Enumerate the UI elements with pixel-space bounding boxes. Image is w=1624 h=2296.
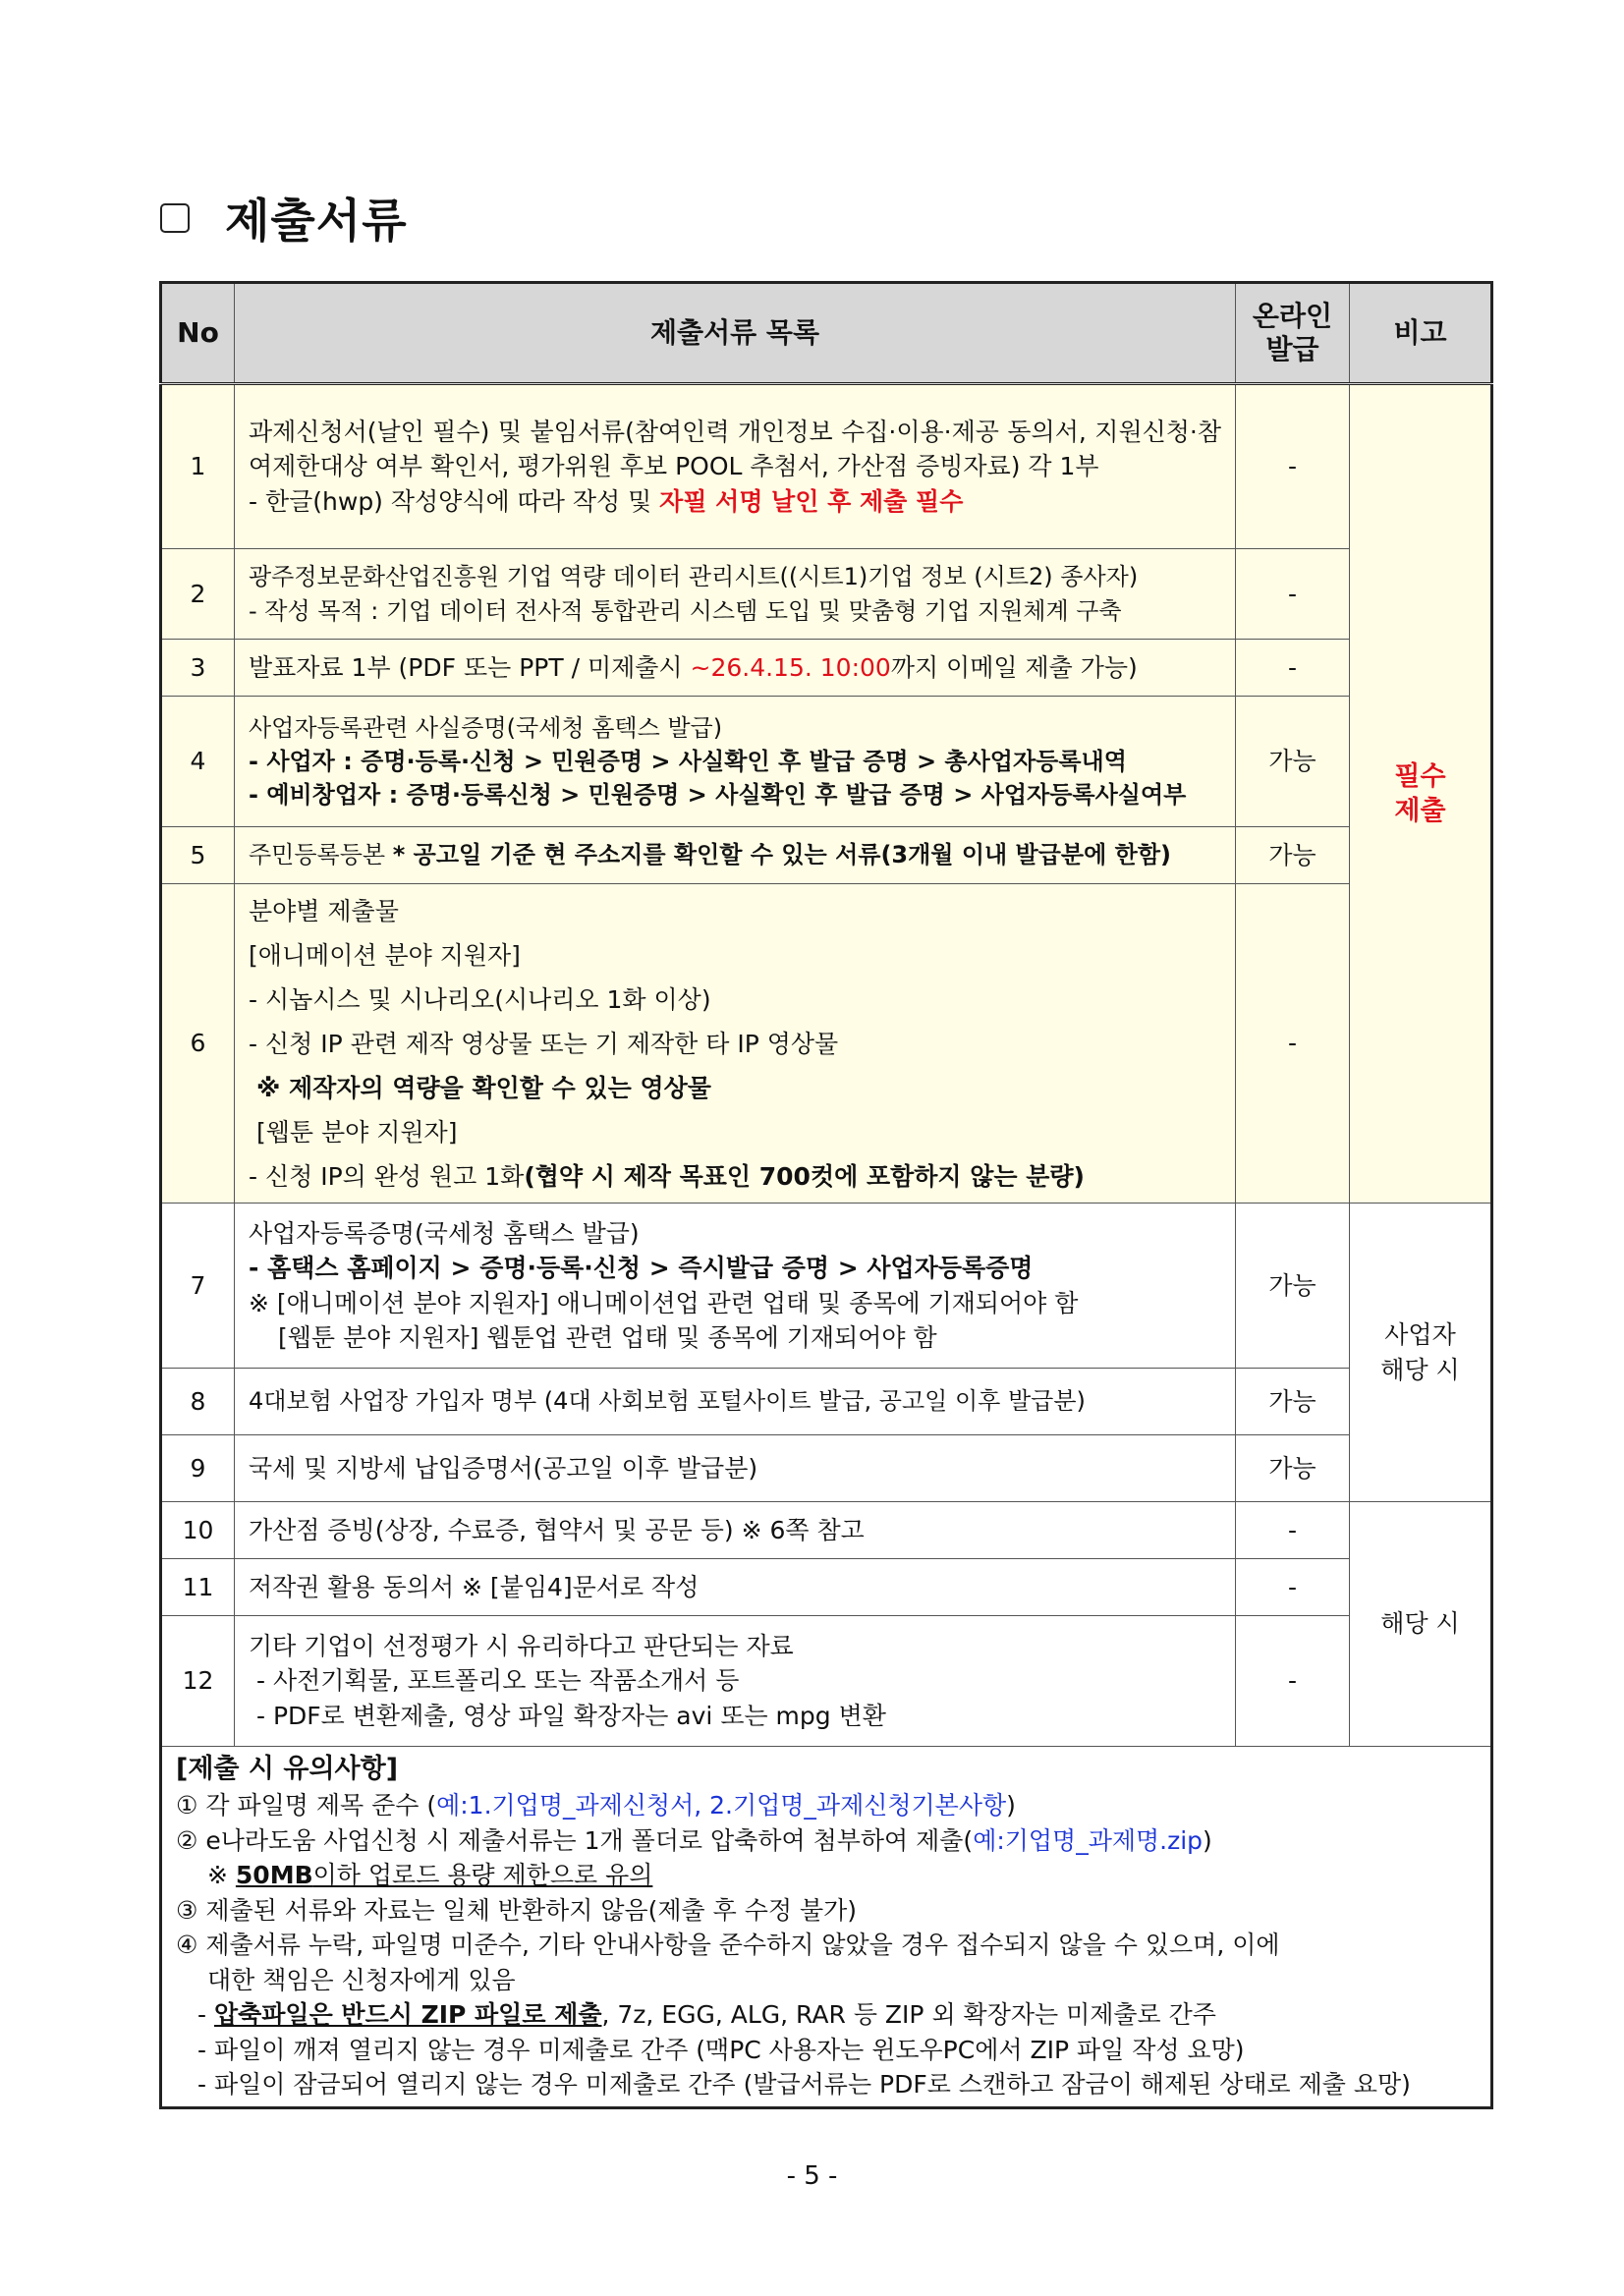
row-line <box>249 1154 1221 1199</box>
row-online: - <box>1236 549 1350 640</box>
header-online: 온라인 발급 <box>1236 283 1350 384</box>
row-content <box>235 640 1236 697</box>
page-number: - 5 - <box>786 2161 838 2191</box>
row-line: [웹툰 분야 지원자] 웹툰업 관련 업태 및 종목에 기재되어야 함 <box>278 1323 937 1352</box>
row-no: 8 <box>161 1369 235 1435</box>
row-text: - 한글(hwp) 작성양식에 따라 작성 및 <box>249 486 660 516</box>
row-line: - 시놉시스 및 시나리오(시나리오 1화 이상) <box>249 984 711 1014</box>
row-line: 기타 기업이 선정평가 시 유리하다고 판단되는 자료 <box>249 1631 794 1660</box>
table-row <box>161 1502 1492 1559</box>
row-line: [웹툰 분야 지원자] <box>256 1117 458 1147</box>
row-content <box>235 827 1236 884</box>
row-no: 6 <box>161 884 235 1204</box>
precaution-dash <box>176 1997 1477 2033</box>
table-row <box>161 1435 1492 1502</box>
filename-example: 예:기업명_과제명.zip <box>973 1825 1204 1855</box>
row-content: 저작권 활용 동의서 ※ [붙임4]문서로 작성 <box>235 1559 1236 1616</box>
row-line: - 홈택스 홈페이지 > 증명·등록·신청 > 즉시발급 증명 > 사업자등록증명 <box>249 1254 1034 1282</box>
section-title: 제출서류 <box>225 195 408 249</box>
row-no: 1 <box>161 384 235 549</box>
row-line: 광주정보문화산업진흥원 기업 역량 데이터 관리시트((시트1)기업 정보 (시트2) 종사자) <box>249 563 1139 591</box>
row-line: - PDF로 변환제출, 영상 파일 확장자는 avi 또는 mpg 변환 <box>256 1701 886 1730</box>
row-online: 가능 <box>1236 1369 1350 1435</box>
row-content <box>235 1204 1236 1369</box>
zip-requirement: 압축파일은 반드시 ZIP 파일로 제출 <box>213 2000 602 2030</box>
row-line: 사업자등록증명(국세청 홈택스 발급) <box>249 1218 640 1248</box>
precaution-text: 이하 업로드 용량 제한으로 유의 <box>312 1861 653 1890</box>
row-online: - <box>1236 384 1350 549</box>
checkbox-icon <box>160 203 190 233</box>
note-applicable: 해당 시 <box>1350 1502 1492 1747</box>
table-row <box>161 1204 1492 1369</box>
precaution-text: ) <box>1006 1791 1016 1820</box>
documents-table <box>159 281 1493 2109</box>
row-text: 까지 이메일 제출 가능) <box>890 652 1138 682</box>
row-line: - 사업자 : 증명·등록·신청 > 민원증명 > 사실확인 후 발급 증명 > 총사업자등록내역 <box>249 747 1127 775</box>
row-line: 과제신청서(날인 필수) 및 붙임서류(참여인력 개인정보 수집·이용·제공 동의서, 지원신청·참여제한대상 여부 확인서, 평가위원 후보 POOL 추첨서, 가산점 증빙자료) 각 1부 <box>249 417 1221 481</box>
table-row <box>161 884 1492 1204</box>
precautions-row <box>161 1747 1492 2108</box>
precaution-text: ※ <box>207 1861 236 1890</box>
row-no: 3 <box>161 640 235 697</box>
row-content <box>235 884 1236 1204</box>
row-content <box>235 697 1236 827</box>
precaution-item: ③ 제출된 서류와 자료는 일체 반환하지 않음(제출 후 수정 불가) <box>176 1895 858 1925</box>
table-row <box>161 549 1492 640</box>
deadline-text: ~26.4.15. 10:00 <box>690 652 891 682</box>
row-no: 5 <box>161 827 235 884</box>
table-row <box>161 827 1492 884</box>
row-online: - <box>1236 1559 1350 1616</box>
precaution-subnote <box>176 1858 1477 1893</box>
row-content: 가산점 증빙(상장, 수료증, 협약서 및 공문 등) ※ 6쪽 참고 <box>235 1502 1236 1559</box>
row-line: ※ 제작자의 역량을 확인할 수 있는 영상물 <box>256 1073 711 1102</box>
precautions-heading: [제출 시 유의사항] <box>176 1754 399 1784</box>
header-no: No <box>161 283 235 384</box>
filename-example: 예:1.기업명_과제신청서, 2.기업명_과제신청기본사항 <box>436 1791 1007 1820</box>
row-text: - 신청 IP의 완성 원고 1화 <box>249 1161 525 1191</box>
table-row <box>161 1616 1492 1747</box>
row-no: 12 <box>161 1616 235 1747</box>
row-content: 국세 및 지방세 납입증명서(공고일 이후 발급분) <box>235 1435 1236 1502</box>
business-label: 사업자 해당 시 <box>1380 1320 1460 1384</box>
row-online: 가능 <box>1236 1204 1350 1369</box>
precaution-text: ① 각 파일명 제목 준수 ( <box>176 1791 437 1820</box>
table-row <box>161 1369 1492 1435</box>
row-online: - <box>1236 1616 1350 1747</box>
row-content: 4대보험 사업장 가입자 명부 (4대 사회보험 포털사이트 발급, 공고일 이후 발급분) <box>235 1369 1236 1435</box>
precaution-text: , 7z, EGG, ALG, RAR 등 ZIP 외 확장자는 미제출로 간주 <box>601 2000 1216 2030</box>
note-mandatory <box>1350 384 1492 1204</box>
precaution-text: ) <box>1203 1825 1212 1855</box>
precaution-text: - <box>197 2000 214 2030</box>
table-row <box>161 1559 1492 1616</box>
row-online: 가능 <box>1236 1435 1350 1502</box>
precaution-item <box>176 1788 1477 1823</box>
section-heading <box>160 185 408 251</box>
header-note: 비고 <box>1350 283 1492 384</box>
row-text-bold: * 공고일 기준 현 주소지를 확인할 수 있는 서류(3개월 이내 발급분에 한함) <box>392 841 1171 869</box>
precaution-item: ④ 제출서류 누락, 파일명 미준수, 기타 안내사항을 준수하지 않았을 경우 접수되지 않을 수 있으며, 이에 <box>176 1931 1280 1960</box>
precautions <box>161 1747 1492 2108</box>
row-text-bold: (협약 시 제작 목표인 700컷에 포함하지 않는 분량) <box>524 1161 1085 1191</box>
row-line <box>249 484 1221 520</box>
header-list: 제출서류 목록 <box>235 283 1236 384</box>
highlight-text: 자필 서명 날인 후 제출 필수 <box>659 486 964 516</box>
row-line: - 신청 IP 관련 제작 영상물 또는 기 제작한 타 IP 영상물 <box>249 1029 839 1058</box>
row-content <box>235 384 1236 549</box>
row-text: 발표자료 1부 (PDF 또는 PPT / 미제출시 <box>249 652 691 682</box>
note-business <box>1350 1204 1492 1502</box>
size-limit: 50MB <box>235 1861 313 1890</box>
row-no: 9 <box>161 1435 235 1502</box>
row-line: ※ [애니메이션 분야 지원자] 애니메이션업 관련 업태 및 종목에 기재되어야 함 <box>249 1288 1079 1317</box>
row-online: 가능 <box>1236 827 1350 884</box>
row-line: - 예비창업자 : 증명·등록신청 > 민원증명 > 사실확인 후 발급 증명 > 사업자등록사실여부 <box>249 781 1187 810</box>
row-no: 10 <box>161 1502 235 1559</box>
row-line: 사업자등록관련 사실증명(국세청 홈텍스 발급) <box>249 713 723 742</box>
row-online: - <box>1236 884 1350 1204</box>
row-line: 분야별 제출물 <box>249 896 399 925</box>
row-online: - <box>1236 1502 1350 1559</box>
precaution-dash: - 파일이 잠금되어 열리지 않는 경우 미제출로 간주 (발급서류는 PDF로 스캔하고 잠금이 해제된 상태로 제출 요망) <box>197 2070 1411 2100</box>
row-content <box>235 1616 1236 1747</box>
row-no: 2 <box>161 549 235 640</box>
row-no: 4 <box>161 697 235 827</box>
row-content <box>235 549 1236 640</box>
row-online: 가능 <box>1236 697 1350 827</box>
table-row <box>161 384 1492 549</box>
table-row <box>161 640 1492 697</box>
table-header-row <box>161 283 1492 384</box>
mandatory-label: 필수 제출 <box>1394 760 1446 826</box>
row-no: 11 <box>161 1559 235 1616</box>
row-line: [애니메이션 분야 지원자] <box>249 940 521 970</box>
table-row <box>161 697 1492 827</box>
precaution-dash: - 파일이 깨져 열리지 않는 경우 미제출로 간주 (맥PC 사용자는 윈도우PC에서 ZIP 파일 작성 요망) <box>197 2035 1245 2064</box>
row-line: - 작성 목적 : 기업 데이터 전사적 통합관리 시스템 도입 및 맞춤형 기업 지원체계 구축 <box>249 596 1122 625</box>
row-online: - <box>1236 640 1350 697</box>
row-line: - 사전기획물, 포트폴리오 또는 작품소개서 등 <box>256 1666 740 1696</box>
precaution-item <box>176 1823 1477 1859</box>
precaution-item-cont: 대한 책임은 신청자에게 있음 <box>207 1965 516 1994</box>
row-text: 주민등록등본 <box>249 841 393 869</box>
precaution-text: ② e나라도움 사업신청 시 제출서류는 1개 폴더로 압축하여 첨부하여 제출( <box>176 1825 974 1855</box>
row-no: 7 <box>161 1204 235 1369</box>
